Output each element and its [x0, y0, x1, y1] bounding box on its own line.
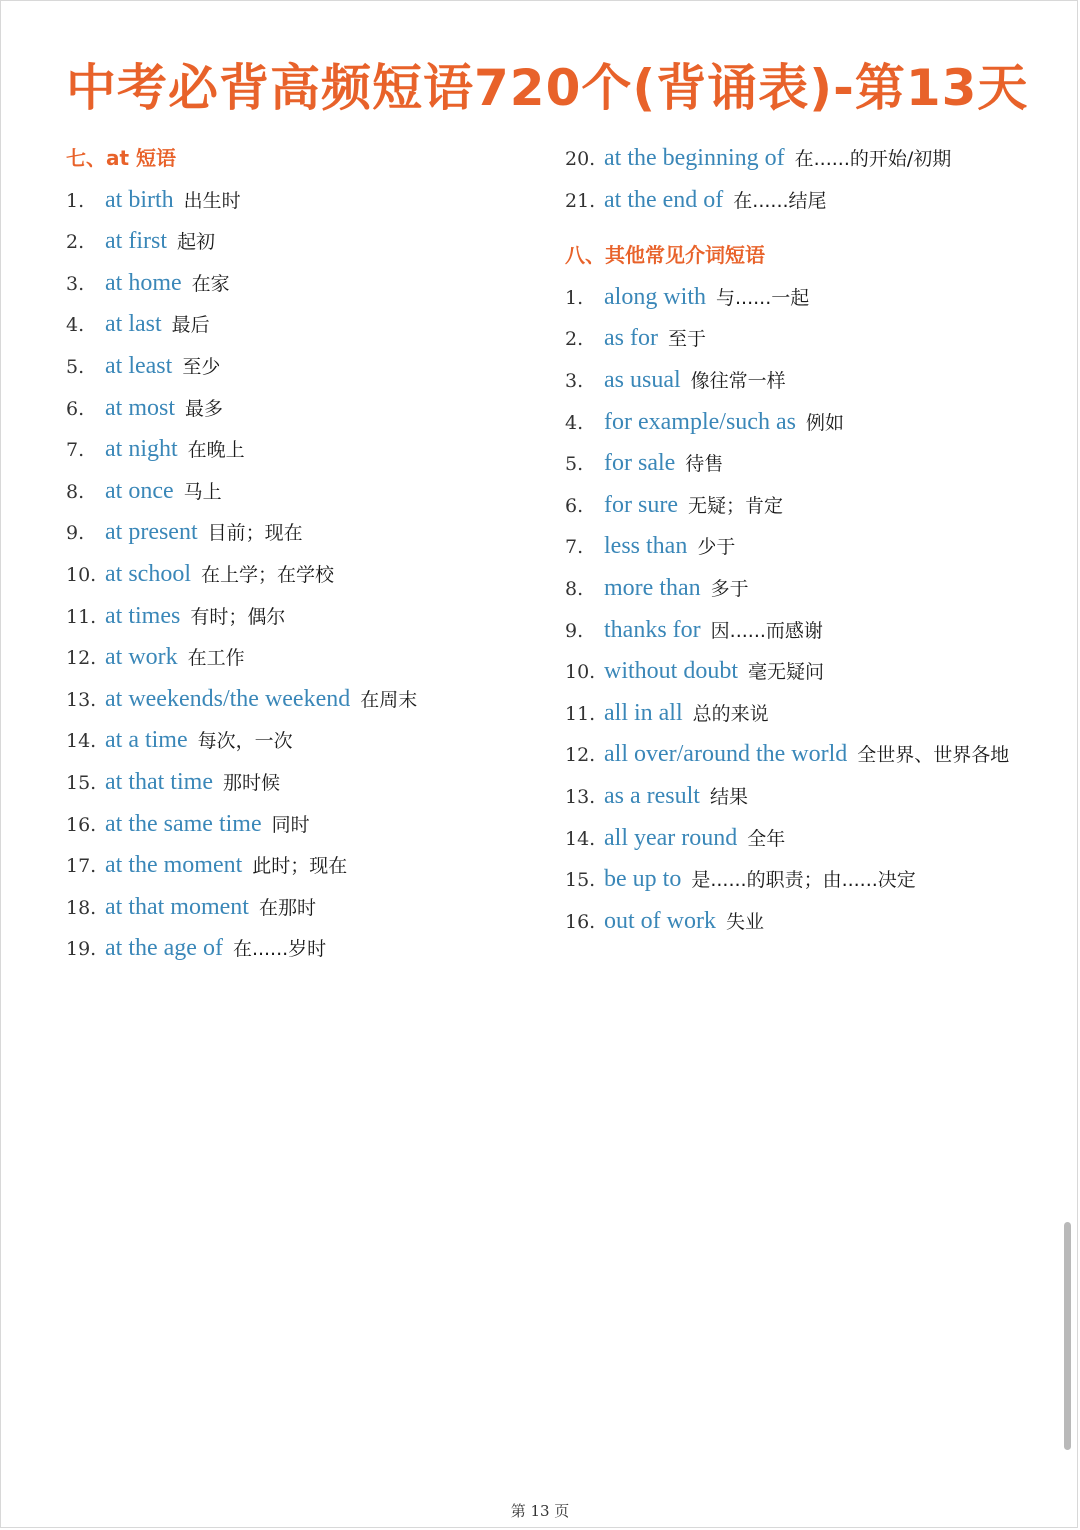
item-number: 7. [66, 439, 85, 462]
phrase-text: less than [604, 533, 688, 560]
right-column [565, 140, 1045, 944]
item-number: 9. [66, 522, 85, 545]
phrase-text: at first [105, 228, 167, 255]
phrase-text: at once [105, 477, 174, 504]
item-number: 14. [66, 730, 97, 753]
item-number: 11. [565, 702, 596, 725]
item-number: 6. [565, 494, 584, 517]
item-number: 17. [66, 855, 97, 878]
left-column [66, 140, 526, 972]
item-number: 2. [66, 231, 85, 254]
page-number: 第 13 页 [510, 1502, 570, 1520]
list-item [66, 847, 526, 889]
item-number: 13. [565, 785, 596, 808]
meaning-text: 马上 [183, 480, 222, 503]
meaning-text: 有时；偶尔 [190, 605, 286, 628]
item-number: 6. [66, 397, 85, 420]
meaning-text: 每次，一次 [197, 730, 293, 753]
item-number: 12. [66, 647, 97, 670]
item-number: 1. [565, 286, 584, 309]
phrase-text: at least [105, 352, 173, 379]
phrase-text: without doubt [604, 658, 739, 685]
meaning-text: 至少 [182, 355, 221, 378]
scrollbar-thumb[interactable] [1064, 1222, 1071, 1450]
list-item [565, 140, 1045, 182]
list-item [565, 695, 1045, 737]
phrase-text: as a result [604, 782, 700, 809]
item-number: 5. [565, 453, 584, 476]
phrase-text: out of work [604, 907, 716, 934]
item-number: 4. [66, 314, 85, 337]
meaning-text: 起初 [176, 231, 215, 254]
meaning-text: 结果 [709, 785, 748, 808]
phrase-text: thanks for [604, 616, 701, 643]
phrase-text: be up to [604, 866, 682, 893]
at-phrase-list [66, 182, 526, 972]
phrase-text: at that time [105, 768, 213, 795]
list-item [66, 556, 526, 598]
list-item [66, 722, 526, 764]
list-item [66, 930, 526, 972]
meaning-text: 与......一起 [716, 286, 810, 309]
list-item [66, 265, 526, 307]
meaning-text: 在晚上 [187, 439, 245, 462]
phrase-text: at the end of [604, 186, 724, 213]
phrase-text: at school [105, 560, 191, 587]
phrase-text: for sale [604, 450, 676, 477]
meaning-text: 全年 [747, 827, 786, 850]
phrase-text: at birth [105, 186, 174, 213]
meaning-text: 在工作 [187, 647, 245, 670]
list-item [565, 404, 1045, 446]
page-title: 中考必背高频短语720个(背诵表)-第13天 [66, 59, 1029, 117]
item-number: 9. [565, 619, 584, 642]
item-number: 21. [565, 189, 596, 212]
phrase-text: for example/such as [604, 408, 796, 435]
list-item [565, 487, 1045, 529]
phrase-text: at work [105, 644, 178, 671]
meaning-text: 在......的开始/初期 [794, 148, 952, 170]
item-number: 4. [565, 411, 584, 434]
list-item [565, 736, 1045, 778]
meaning-text: 全世界、世界各地 [857, 744, 1010, 767]
phrase-text: as for [604, 325, 658, 352]
phrase-text: at weekends/the weekend [105, 685, 351, 712]
item-number: 2. [565, 328, 584, 351]
meaning-text: 最多 [185, 397, 224, 420]
meaning-text: 总的来说 [692, 702, 769, 725]
list-item [66, 223, 526, 265]
phrase-text: all in all [604, 699, 683, 726]
phrase-text: at most [105, 394, 175, 421]
phrase-text: at the moment [105, 852, 243, 879]
meaning-text: 像往常一样 [690, 369, 786, 392]
list-item [565, 778, 1045, 820]
meaning-text: 同时 [271, 813, 310, 836]
item-number: 16. [66, 813, 97, 836]
item-number: 7. [565, 536, 584, 559]
list-item [66, 764, 526, 806]
list-item [66, 390, 526, 432]
list-item [66, 473, 526, 515]
item-number: 20. [565, 148, 596, 170]
phrase-text: for sure [604, 491, 678, 518]
meaning-text: 毫无疑问 [748, 661, 825, 684]
item-number: 8. [565, 577, 584, 600]
phrase-text: at night [105, 436, 178, 463]
list-item [565, 320, 1045, 362]
item-number: 3. [66, 272, 85, 295]
phrase-text: all over/around the world [604, 741, 848, 768]
list-item [565, 612, 1045, 654]
item-number: 10. [565, 661, 596, 684]
meaning-text: 是......的职责；由......决定 [691, 869, 916, 892]
meaning-text: 多于 [710, 577, 749, 600]
list-item [66, 306, 526, 348]
item-number: 12. [565, 744, 596, 767]
phrase-text: at present [105, 519, 198, 546]
list-item [565, 570, 1045, 612]
list-item [66, 806, 526, 848]
phrase-text: all year round [604, 824, 738, 851]
list-item [66, 431, 526, 473]
meaning-text: 无疑；肯定 [687, 494, 783, 517]
phrase-text: at that moment [105, 893, 249, 920]
item-number: 19. [66, 938, 97, 961]
phrase-text: at the same time [105, 810, 262, 837]
other-phrase-list [565, 279, 1045, 945]
meaning-text: 在那时 [258, 896, 316, 919]
at-phrase-list-continued [565, 140, 1045, 223]
list-item [66, 598, 526, 640]
phrase-text: along with [604, 283, 706, 310]
meaning-text: 在家 [191, 272, 230, 295]
phrase-text: at home [105, 269, 182, 296]
item-number: 16. [565, 910, 596, 933]
item-number: 15. [565, 869, 596, 892]
meaning-text: 在......岁时 [232, 938, 327, 961]
item-number: 3. [565, 369, 584, 392]
list-item [565, 903, 1045, 945]
meaning-text: 出生时 [183, 189, 241, 212]
meaning-text: 待售 [685, 453, 724, 476]
phrase-text: at the age of [105, 935, 223, 962]
meaning-text: 在周末 [360, 688, 418, 711]
meaning-text: 最后 [171, 314, 210, 337]
meaning-text: 此时；现在 [252, 855, 348, 878]
item-number: 11. [66, 605, 97, 628]
meaning-text: 目前；现在 [207, 522, 303, 545]
list-item [66, 639, 526, 681]
list-item [565, 820, 1045, 862]
meaning-text: 在......结尾 [733, 189, 827, 212]
item-number: 1. [66, 189, 85, 212]
list-item [565, 528, 1045, 570]
item-number: 14. [565, 827, 596, 850]
meaning-text: 失业 [725, 910, 764, 933]
item-number: 13. [66, 688, 97, 711]
section-heading-at: 七、at 短语 [66, 146, 177, 170]
list-item [66, 182, 526, 224]
item-number: 18. [66, 896, 97, 919]
list-item [565, 182, 1045, 224]
item-number: 15. [66, 771, 97, 794]
list-item [66, 348, 526, 390]
section-heading-other-prepositions: 八、其他常见介词短语 [565, 243, 765, 268]
list-item [565, 861, 1045, 903]
phrase-text: more than [604, 574, 701, 601]
meaning-text: 在上学；在学校 [200, 563, 334, 586]
item-number: 10. [66, 563, 97, 586]
meaning-text: 因......而感谢 [710, 619, 823, 642]
list-item [565, 362, 1045, 404]
list-item [565, 653, 1045, 695]
list-item [66, 681, 526, 723]
meaning-text: 例如 [805, 411, 844, 434]
item-number: 5. [66, 355, 85, 378]
phrase-text: at last [105, 311, 162, 338]
list-item [565, 279, 1045, 321]
item-number: 8. [66, 480, 85, 503]
phrase-text: as usual [604, 366, 681, 393]
meaning-text: 少于 [697, 536, 736, 559]
phrase-text: at the beginning of [604, 145, 785, 171]
list-item [66, 514, 526, 556]
phrase-text: at times [105, 602, 181, 629]
list-item [66, 889, 526, 931]
list-item [565, 445, 1045, 487]
meaning-text: 那时候 [222, 771, 280, 794]
meaning-text: 至于 [667, 328, 706, 351]
phrase-text: at a time [105, 727, 188, 754]
